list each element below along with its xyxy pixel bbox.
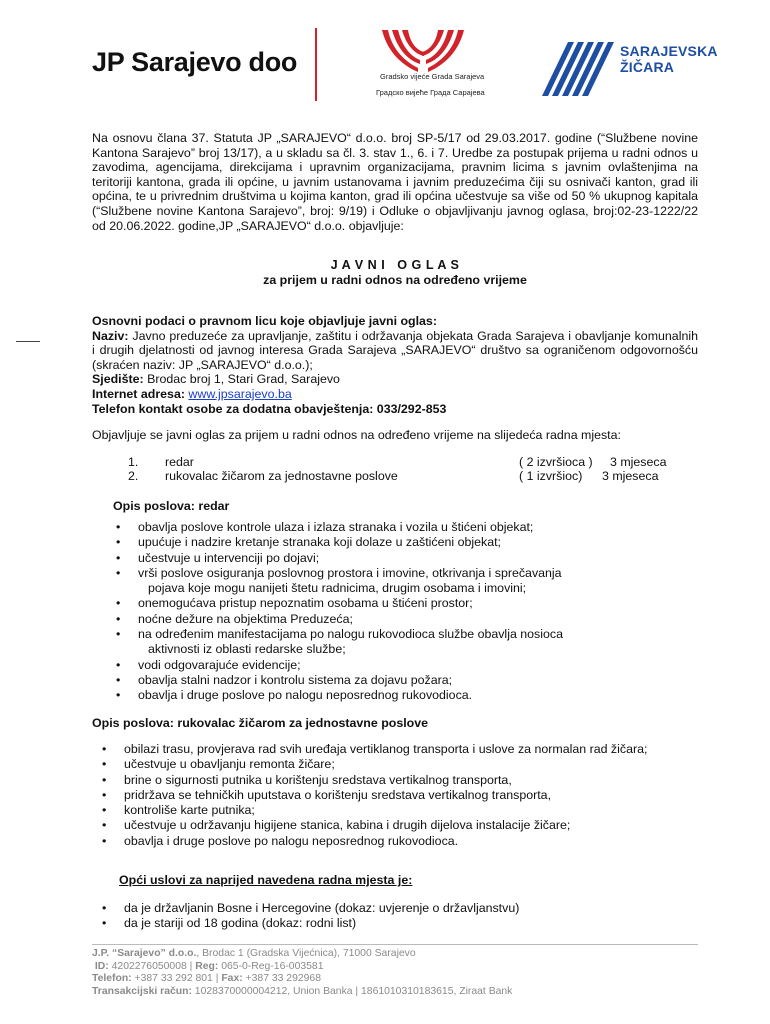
footer-id-line: ID: 4202276050008 | Reg: 065-0-Reg-16-003581 xyxy=(94,960,324,972)
conditions-list xyxy=(88,901,698,932)
list-item: • učestvuje u obavljanju remonta žičare; xyxy=(88,757,698,772)
website-link[interactable]: www.jpsarajevo.ba xyxy=(188,386,292,401)
list-item: • vodi odgovarajuće evidencije; xyxy=(102,658,698,673)
council-name-cyrillic: Градско вијеће Града Сарајева xyxy=(376,88,485,97)
footer-company: J.P. “Sarajevo” d.o.o. xyxy=(92,948,197,959)
list-item: • obavlja i druge poslove po nalogu neposrednog rukovodioca. xyxy=(88,834,698,849)
list-item: • učestvuje u intervenciji po dojavi; xyxy=(102,551,698,566)
position-1-number: 1. xyxy=(128,455,139,469)
position-2-name: rukovalac žičarom za jednostavne poslove xyxy=(165,469,398,483)
footer-company-line xyxy=(92,948,512,961)
entity-heading: Osnovni podaci o pravnom licu koje objavljuje javni oglas: xyxy=(92,314,437,328)
document-subtitle: za prijem u radni odnos na određeno vrijeme xyxy=(263,273,527,287)
list-item xyxy=(102,627,698,658)
footer-bank-value: 1028370000004212, Union Banka | 1861010310183615, Ziraat Bank xyxy=(191,985,513,997)
list-item xyxy=(102,566,698,597)
position-2-number: 2. xyxy=(128,469,139,483)
list-item-text: vrši poslove osiguranja poslovnog prostora i imovine, otkrivanja i sprečavanja xyxy=(138,565,562,580)
rukovalac-duties-list xyxy=(88,742,698,849)
footer-fax-value: +387 33 292968 xyxy=(242,973,321,985)
list-item: • obavlja stalni nadzor i kontrolu sistema za dojavu požara; xyxy=(102,673,698,688)
footer-tel-label: Telefon: xyxy=(92,973,132,985)
cable-logo-line2: ŽIČARA xyxy=(620,59,675,75)
positions-intro: Objavljuje se javni oglas za prijem u radni odnos na određeno vrijeme na slijedeća radna mjesta: xyxy=(92,428,621,442)
positions-list xyxy=(92,455,698,487)
header-divider xyxy=(315,28,317,101)
position-2-count: ( 1 izvršioc) xyxy=(519,469,583,483)
list-item-continuation: pojava koje mogu nanijeti štetu radnicima, drugim osobama i imovini; xyxy=(148,581,527,596)
list-item: • da je državljanin Bosne i Hercegovine (dokaz: uvjerenje o državljanstvu) xyxy=(88,901,698,916)
list-item: • onemogućava pristup nepoznatim osobama u štićeni prostor; xyxy=(102,596,698,611)
footer-bank-line xyxy=(92,986,512,999)
footer-contact-line: Telefon: +387 33 292 801 | Fax: +387 33 292968 xyxy=(92,973,321,985)
position-1-duration: 3 mjeseca xyxy=(610,455,667,469)
list-item: • da je stariji od 18 godina (dokaz: rodni list) xyxy=(88,916,698,931)
redar-duties-list xyxy=(102,520,698,704)
council-name-latin: Gradsko vijeće Grada Sarajeva xyxy=(380,72,485,81)
list-item: • noćne dežure na objektima Preduzeća; xyxy=(102,612,698,627)
footer-divider xyxy=(92,944,698,945)
intro-paragraph: Na osnovu člana 37. Statuta JP „SARAJEVO“ d.o.o. broj SP-5/17 od 29.03.2017. godine (“Službene novine Kantona Sarajevo” broj 13/17), a u skladu sa čl. 3. stav 1., 6. i 7. Uredbe za postupak prijema u radni odnos u zavodima, agencijama, direkcijama i upravnim organizacijama, pravnim licima s javnim ovlaštenjima na teritoriji kantona, grada ili općine, u javnim ustanovama i javnim preduzećima čiji su osnivači kanton, grad ili općina, te u privrednim društvima u kojima kanton, grad ili općina učestvuje sa više od 50 % ukupnog kapitala (“Službene novine Kantona Sarajevo”, broj: 9/19) i Odluke o objavljivanju javnog oglasa, broj:02-23-1222/22 od 20.06.2022. godine,JP „SARAJEVO“ d.o.o. objavljuje: xyxy=(92,131,698,233)
entity-seat-line xyxy=(92,372,698,387)
list-item: • obavlja i druge poslove po nalogu neposrednog rukovodioca. xyxy=(102,688,698,703)
footer-fax-label: Fax: xyxy=(221,973,243,985)
entity-info xyxy=(92,314,698,416)
footer-reg-value: 065-0-Reg-16-003581 xyxy=(218,960,324,972)
footer-reg-label: Reg: xyxy=(195,960,219,972)
list-item: • pridržava se tehničkih uputstava o korištenju sredstava vertikalnog transporta, xyxy=(88,788,698,803)
entity-seat-label: Sjedište: xyxy=(92,372,144,387)
footer-tel-value: +387 33 292 801 xyxy=(131,973,213,985)
entity-web-line xyxy=(92,387,698,402)
footer-id-label: ID: xyxy=(94,960,109,972)
list-item: • obavlja poslove kontrole ulaza i izlaza stranaka i vozila u štićeni objekat; xyxy=(102,520,698,535)
entity-name-line xyxy=(92,329,698,373)
cable-car-logo-text xyxy=(620,43,718,75)
margin-mark xyxy=(16,341,40,342)
list-item: • upućuje i nadzire kretanje stranaka koji dolaze u zaštićeni objekat; xyxy=(102,535,698,550)
cable-logo-line1: SARAJEVSKA xyxy=(620,43,718,59)
list-item: • kontroliše karte putnika; xyxy=(88,803,698,818)
entity-name-value: Javno preduzeće za upravljanje, zaštitu i održavanja objekata Grada Sarajeva i obavljanje komunalnih i drugih djelatnosti od javnog interesa Grada Sarajeva „SARAJEVO“ društvo sa ograničenom odgovornošću (skraćen naziv: JP „SARAJEVO“ d.o.o.); xyxy=(92,328,698,372)
footer-id-value: 4202276050008 xyxy=(108,960,187,972)
document-title: J A V N I O G L A S xyxy=(330,258,460,272)
entity-phone-line: Telefon kontakt osobe za dodatna obavještenja: 033/292-853 xyxy=(92,401,447,416)
redar-heading: Opis poslova: redar xyxy=(113,499,230,513)
position-2-duration: 3 mjeseca xyxy=(602,469,659,483)
list-item-continuation: aktivnosti iz oblasti redarske službe; xyxy=(148,642,346,657)
list-item: • brine o sigurnosti putnika u korištenju sredstava vertikalnog transporta, xyxy=(88,773,698,788)
entity-name-label: Naziv: xyxy=(92,328,129,343)
list-item: • učestvuje u održavanju higijene stanica, kabina i drugih dijelova instalacije žičare; xyxy=(88,818,698,833)
footer-address: , Brodac 1 (Gradska Vijećnica), 71000 Sarajevo xyxy=(196,948,416,959)
cable-car-logo-mark xyxy=(538,38,618,98)
position-1-count: ( 2 izvršioca ) xyxy=(519,455,593,469)
rukovalac-heading: Opis poslova: rukovalac žičarom za jednostavne poslove xyxy=(92,716,429,730)
position-1-name: redar xyxy=(165,455,194,469)
list-item-text: na određenim manifestacijama po nalogu rukovodioca službe obavlja nosioca xyxy=(138,627,563,642)
page-footer xyxy=(92,948,512,998)
footer-bank-label: Transakcijski račun: xyxy=(92,985,192,997)
conditions-heading: Opći uslovi za naprijed navedena radna mjesta je: xyxy=(119,873,413,887)
entity-web-label: Internet adresa: xyxy=(92,386,185,401)
company-brand-title: JP Sarajevo doo xyxy=(92,47,298,77)
list-item: • obilazi trasu, provjerava rad svih uređaja vertiklanog transporta i uslove za normalan rad žičara; xyxy=(88,742,698,757)
entity-seat-value: Brodac broj 1, Stari Grad, Sarajevo xyxy=(143,372,340,387)
